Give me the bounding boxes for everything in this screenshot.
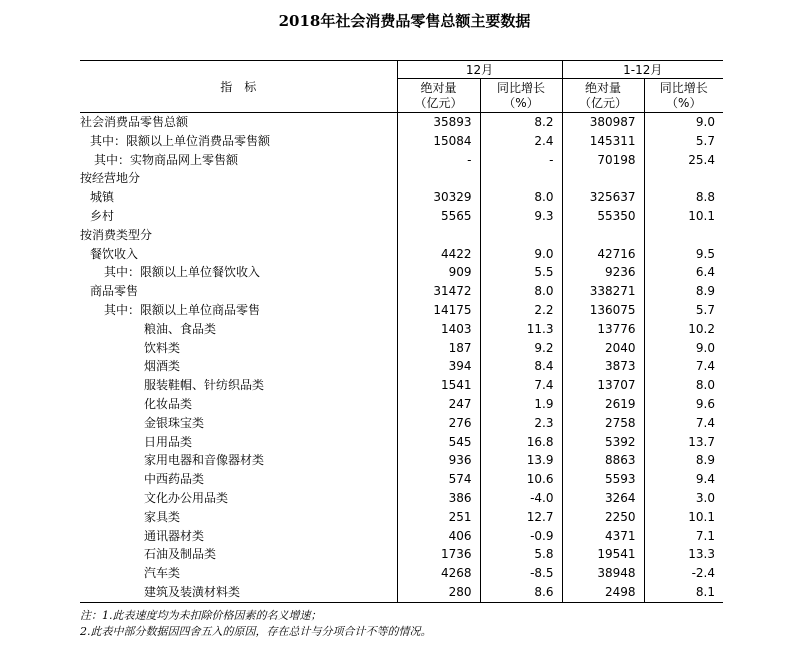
year-growth-cell: 10.1 (644, 508, 723, 527)
dec-absolute-cell: 909 (397, 263, 480, 282)
dec-absolute-cell: 35893 (397, 113, 480, 132)
dec-growth-cell: 11.3 (480, 320, 562, 339)
year-absolute-cell: 13776 (562, 320, 644, 339)
year-growth-cell: 8.9 (644, 451, 723, 470)
year-growth-cell: 6.4 (644, 263, 723, 282)
year-absolute-cell: 338271 (562, 282, 644, 301)
table-row (80, 301, 723, 320)
dec-growth-cell: 13.9 (480, 451, 562, 470)
table-row (80, 151, 723, 170)
row-label: 服装鞋帽、针纺织品类 (144, 378, 265, 393)
abs-unit: （亿元） (414, 95, 463, 110)
dec-absolute-cell: 394 (397, 357, 480, 376)
year-absolute-cell: 2619 (562, 395, 644, 414)
row-label: 其中：限额以上单位餐饮收入 (104, 265, 261, 280)
dec-growth-cell: 10.6 (480, 470, 562, 489)
year-absolute-cell: 4371 (562, 527, 644, 546)
retail-sales-table (80, 60, 723, 603)
table-row (80, 226, 723, 245)
header-year-growth (644, 79, 723, 113)
table-row (80, 470, 723, 489)
row-label: 其中：实物商品网上零售额 (94, 152, 239, 167)
year-growth-cell: 7.4 (644, 357, 723, 376)
table-row (80, 376, 723, 395)
year-growth-cell: 9.6 (644, 395, 723, 414)
dec-growth-cell: 5.5 (480, 263, 562, 282)
growth-label: 同比增长 (496, 80, 545, 95)
year-growth-cell: 8.1 (644, 583, 723, 602)
dec-growth-cell (480, 226, 562, 245)
dec-growth-cell: 8.0 (480, 282, 562, 301)
year-growth-cell: 25.4 (644, 151, 723, 170)
year-absolute-cell: 55350 (562, 207, 644, 226)
year-absolute-cell: 5392 (562, 433, 644, 452)
table-row (80, 451, 723, 470)
table-row (80, 414, 723, 433)
dec-absolute-cell: 1736 (397, 545, 480, 564)
table-row (80, 357, 723, 376)
dec-absolute-cell: 247 (397, 395, 480, 414)
year-absolute-cell: 2758 (562, 414, 644, 433)
dec-absolute-cell: 1403 (397, 320, 480, 339)
year-absolute-cell: 13707 (562, 376, 644, 395)
row-label: 餐饮收入 (90, 246, 139, 261)
year-growth-cell: 10.1 (644, 207, 723, 226)
row-label: 乡村 (90, 208, 115, 223)
dec-absolute-cell: 31472 (397, 282, 480, 301)
row-label: 粮油、食品类 (144, 321, 217, 336)
footnote-2: 2.此表中部分数据因四舍五入的原因，存在总计与分项合计不等的情况。 (80, 624, 432, 638)
row-label: 通讯器材类 (144, 528, 205, 543)
row-label: 中西药品类 (144, 472, 205, 487)
table-row (80, 433, 723, 452)
footnote-1: 注：1.此表速度均为未扣除价格因素的名义增速； (80, 609, 322, 622)
dec-absolute-cell: - (397, 151, 480, 170)
dec-absolute-cell: 14175 (397, 301, 480, 320)
year-growth-cell: 8.9 (644, 282, 723, 301)
year-absolute-cell: 3873 (562, 357, 644, 376)
year-absolute-cell (562, 169, 644, 188)
row-label: 家具类 (144, 509, 181, 524)
year-growth-cell: 5.7 (644, 301, 723, 320)
row-label: 化妆品类 (144, 396, 193, 411)
year-growth-cell: 7.4 (644, 414, 723, 433)
table-row (80, 339, 723, 358)
row-label: 其中：限额以上单位商品零售 (104, 302, 261, 317)
year-absolute-cell: 2498 (562, 583, 644, 602)
year-growth-cell: 9.0 (644, 113, 723, 132)
row-label: 家用电器和音像器材类 (144, 453, 265, 468)
dec-growth-cell (480, 169, 562, 188)
abs-label: 绝对量 (584, 80, 621, 95)
abs-unit: （亿元） (578, 95, 627, 110)
year-growth-cell: 13.7 (644, 433, 723, 452)
table-row (80, 169, 723, 188)
dec-growth-cell: 9.2 (480, 339, 562, 358)
header-dec-absolute (397, 79, 480, 113)
year-growth-cell: 5.7 (644, 132, 723, 151)
year-growth-cell: 8.0 (644, 376, 723, 395)
year-absolute-cell: 380987 (562, 113, 644, 132)
dec-absolute-cell: 4422 (397, 245, 480, 264)
dec-growth-cell: -8.5 (480, 564, 562, 583)
year-absolute-cell: 9236 (562, 263, 644, 282)
dec-absolute-cell (397, 226, 480, 245)
header-year-absolute (562, 79, 644, 113)
dec-absolute-cell: 15084 (397, 132, 480, 151)
dec-growth-cell: 8.2 (480, 113, 562, 132)
year-absolute-cell: 42716 (562, 245, 644, 264)
dec-absolute-cell: 280 (397, 583, 480, 602)
dec-growth-cell: 9.0 (480, 245, 562, 264)
table-row (80, 320, 723, 339)
year-absolute-cell: 19541 (562, 545, 644, 564)
dec-growth-cell: 7.4 (480, 376, 562, 395)
growth-label: 同比增长 (659, 80, 708, 95)
table-row (80, 489, 723, 508)
year-absolute-cell: 8863 (562, 451, 644, 470)
row-label: 石油及制品类 (144, 547, 217, 562)
table-row (80, 395, 723, 414)
table-row (80, 527, 723, 546)
dec-growth-cell: 2.4 (480, 132, 562, 151)
footnotes (80, 608, 432, 639)
year-growth-cell: 13.3 (644, 545, 723, 564)
dec-growth-cell: 16.8 (480, 433, 562, 452)
dec-growth-cell: - (480, 151, 562, 170)
dec-growth-cell: 2.2 (480, 301, 562, 320)
header-december: 12月 (397, 61, 562, 79)
year-growth-cell: 7.1 (644, 527, 723, 546)
row-label: 金银珠宝类 (144, 415, 205, 430)
table-row (80, 263, 723, 282)
year-growth-cell: 10.2 (644, 320, 723, 339)
row-label: 饮料类 (144, 340, 181, 355)
row-label: 按经营地分 (80, 171, 141, 186)
abs-label: 绝对量 (420, 80, 457, 95)
growth-unit: （%） (666, 95, 702, 110)
indicator-header: 指 标 (80, 61, 397, 113)
row-label: 其中：限额以上单位消费品零售额 (90, 133, 271, 148)
year-absolute-cell: 3264 (562, 489, 644, 508)
year-growth-cell: 3.0 (644, 489, 723, 508)
year-absolute-cell (562, 226, 644, 245)
row-label: 日用品类 (144, 434, 193, 449)
dec-growth-cell: -0.9 (480, 527, 562, 546)
dec-absolute-cell: 1541 (397, 376, 480, 395)
year-absolute-cell: 136075 (562, 301, 644, 320)
year-absolute-cell: 145311 (562, 132, 644, 151)
table-row (80, 245, 723, 264)
table-row (80, 583, 723, 602)
dec-growth-cell: 8.0 (480, 188, 562, 207)
dec-absolute-cell: 936 (397, 451, 480, 470)
dec-growth-cell: -4.0 (480, 489, 562, 508)
header-jan-dec: 1-12月 (562, 61, 723, 79)
row-label: 烟酒类 (144, 359, 181, 374)
year-absolute-cell: 5593 (562, 470, 644, 489)
dec-absolute-cell: 406 (397, 527, 480, 546)
growth-unit: （%） (503, 95, 539, 110)
year-growth-cell: 9.5 (644, 245, 723, 264)
year-growth-cell: -2.4 (644, 564, 723, 583)
dec-absolute-cell: 251 (397, 508, 480, 527)
dec-growth-cell: 2.3 (480, 414, 562, 433)
row-label: 城镇 (90, 190, 115, 205)
year-absolute-cell: 38948 (562, 564, 644, 583)
dec-absolute-cell: 386 (397, 489, 480, 508)
table-row (80, 282, 723, 301)
table-row (80, 545, 723, 564)
dec-absolute-cell: 574 (397, 470, 480, 489)
year-growth-cell: 9.4 (644, 470, 723, 489)
dec-absolute-cell: 276 (397, 414, 480, 433)
year-growth-cell: 8.8 (644, 188, 723, 207)
table-row (80, 113, 723, 132)
table-body (80, 113, 723, 603)
dec-absolute-cell: 5565 (397, 207, 480, 226)
table-row (80, 508, 723, 527)
dec-growth-cell: 8.4 (480, 357, 562, 376)
table-row (80, 132, 723, 151)
page-title: 2018年社会消费品零售总额主要数据 (278, 12, 531, 30)
row-label: 社会消费品零售总额 (80, 115, 189, 129)
dec-absolute-cell (397, 169, 480, 188)
dec-growth-cell: 5.8 (480, 545, 562, 564)
year-absolute-cell: 2250 (562, 508, 644, 527)
dec-absolute-cell: 545 (397, 433, 480, 452)
year-growth-cell (644, 226, 723, 245)
table-row (80, 564, 723, 583)
table-row (80, 188, 723, 207)
row-label: 商品零售 (90, 284, 139, 299)
row-label: 建筑及装潢材料类 (80, 583, 397, 602)
dec-growth-cell: 12.7 (480, 508, 562, 527)
year-growth-cell: 9.0 (644, 339, 723, 358)
dec-growth-cell: 9.3 (480, 207, 562, 226)
dec-absolute-cell: 30329 (397, 188, 480, 207)
dec-growth-cell: 8.6 (480, 583, 562, 602)
dec-growth-cell: 1.9 (480, 395, 562, 414)
year-absolute-cell: 325637 (562, 188, 644, 207)
dec-absolute-cell: 4268 (397, 564, 480, 583)
year-absolute-cell: 2040 (562, 339, 644, 358)
row-label: 汽车类 (144, 566, 181, 581)
year-absolute-cell: 70198 (562, 151, 644, 170)
header-dec-growth (480, 79, 562, 113)
header-row-groups (80, 61, 723, 79)
dec-absolute-cell: 187 (397, 339, 480, 358)
row-label: 按消费类型分 (80, 227, 153, 242)
table-row (80, 207, 723, 226)
year-growth-cell (644, 169, 723, 188)
row-label: 文化办公用品类 (144, 490, 229, 505)
